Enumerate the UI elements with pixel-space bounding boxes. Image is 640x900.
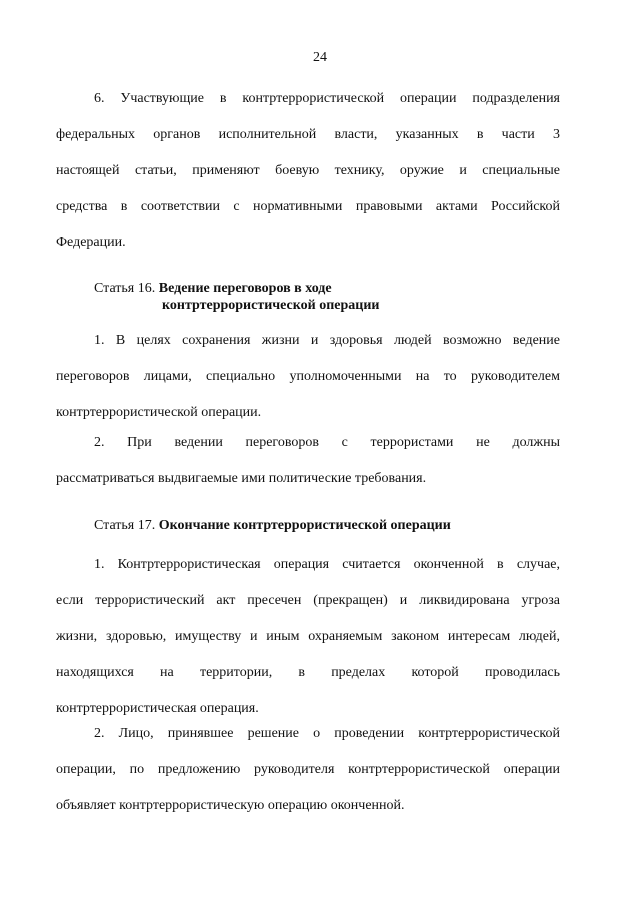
article-17-paragraph-2: [56, 716, 560, 824]
article-17-heading: [94, 517, 451, 535]
text-line: 1. В целях сохранения жизни и здоровья людей возможно ведение: [94, 333, 560, 348]
text-line: федеральных органов исполнительной власти, указанных в части 3: [56, 127, 560, 142]
article-16-title-line1: Ведение переговоров в ходе: [158, 281, 332, 296]
page-number: 24: [313, 50, 327, 65]
article-16-paragraph-2: [56, 425, 560, 497]
article-16-heading: [94, 280, 332, 298]
text-line: переговоров лицами, специально уполномоченными на то руководителем: [56, 369, 560, 384]
text-line: 2. Лицо, принявшее решение о проведении контртеррористической: [94, 726, 560, 741]
text-line: рассматриваться выдвигаемые ими политические требования.: [56, 471, 427, 486]
text-line: если террористический акт пресечен (прекращен) и ликвидирована угроза: [56, 593, 560, 608]
text-line: контртеррористической операции.: [56, 405, 262, 420]
paragraph-6: [56, 81, 560, 261]
text-line: 1. Контртеррористическая операция считается оконченной в случае,: [94, 557, 560, 572]
text-line: жизни, здоровью, имуществу и иным охраняемым законом интересам людей,: [56, 629, 560, 644]
text-line: объявляет контртеррористическую операцию оконченной.: [56, 798, 405, 813]
text-line: настоящей статьи, применяют боевую технику, оружие и специальные: [56, 163, 560, 178]
text-line: 6. Участвующие в контртеррористической операции подразделения: [94, 91, 560, 106]
article-16-paragraph-1: [56, 323, 560, 431]
text-line: операции, по предложению руководителя контртеррористической операции: [56, 762, 560, 777]
text-line: средства в соответствии с нормативными правовыми актами Российской: [56, 199, 560, 214]
article-17-paragraph-1: [56, 547, 560, 727]
text-line: контртеррористическая операция.: [56, 701, 259, 716]
text-line: Федерации.: [56, 235, 126, 250]
article-16-prefix: Статья 16.: [94, 281, 156, 296]
text-line: находящихся на территории, в пределах которой проводилась: [56, 665, 560, 680]
article-17-title: Окончание контртеррористической операции: [158, 518, 451, 533]
article-17-prefix: Статья 17.: [94, 518, 156, 533]
text-line: 2. При ведении переговоров с террористами не должны: [94, 435, 560, 450]
article-16-title-line2: контртеррористической операции: [162, 298, 380, 313]
